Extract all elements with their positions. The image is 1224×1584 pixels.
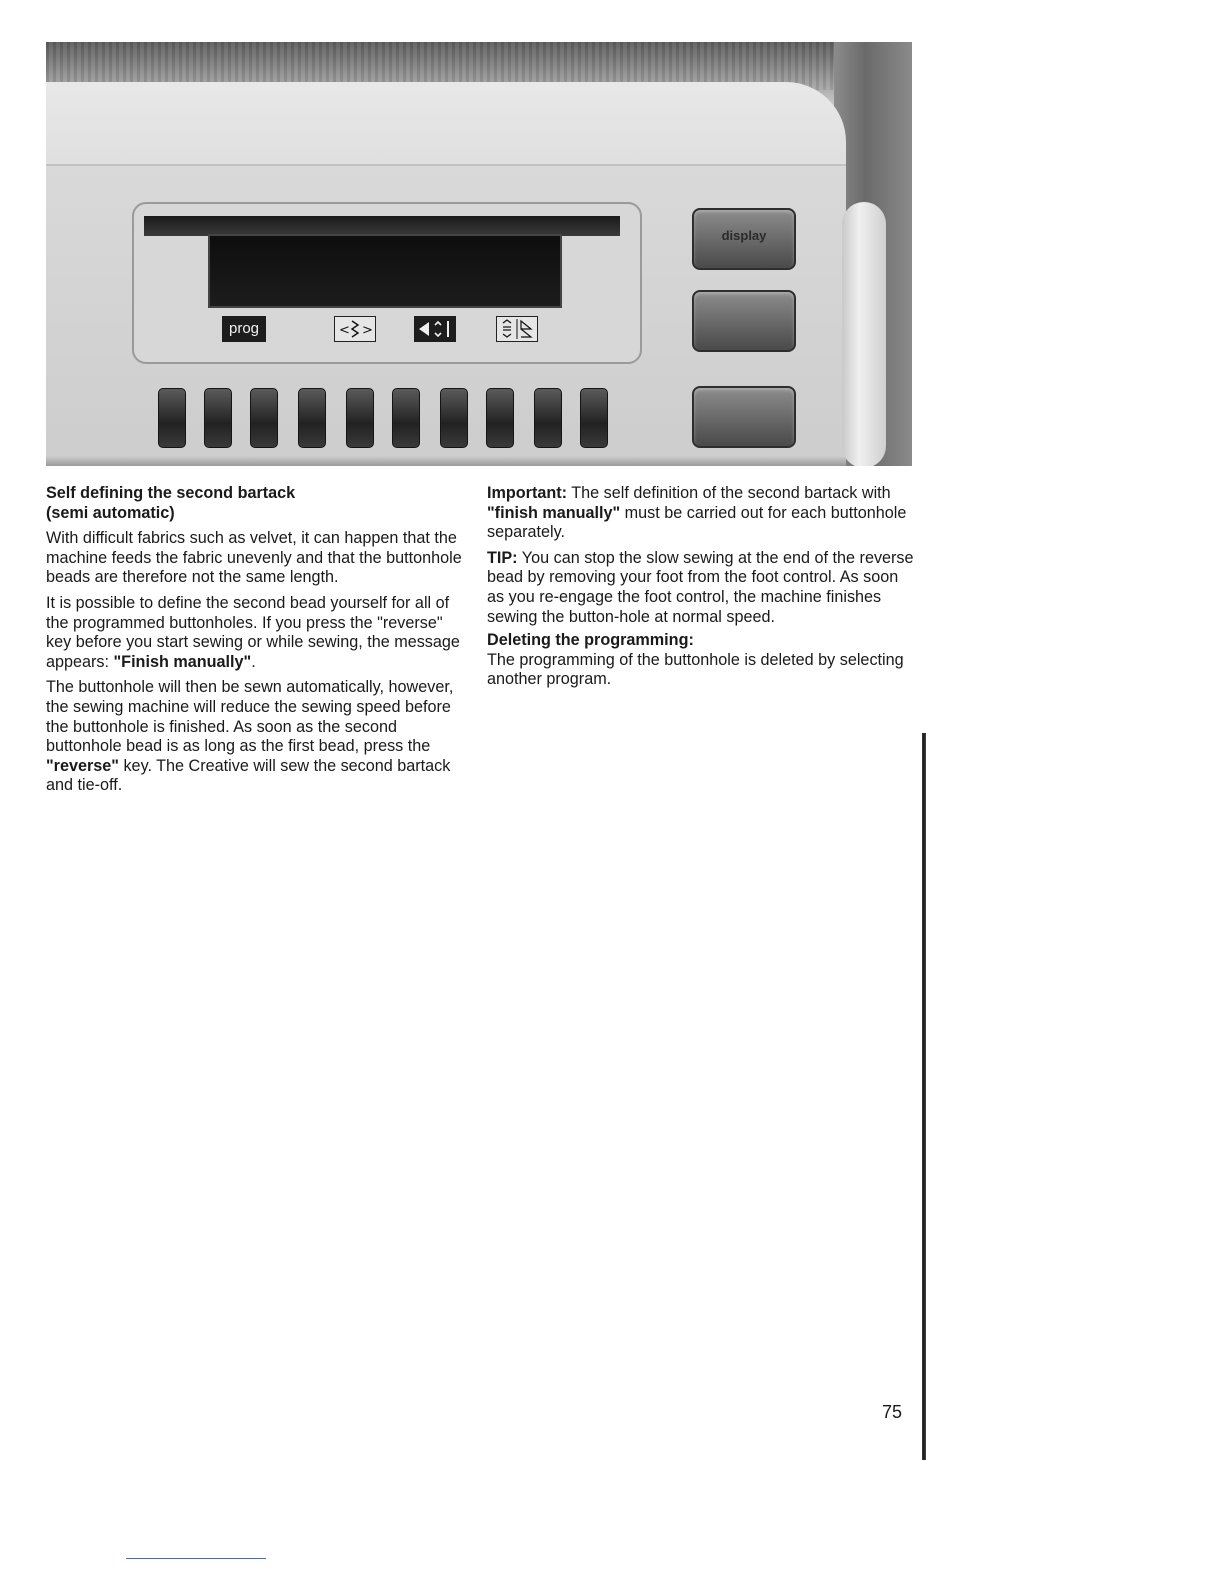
- panel-top-strip: [144, 216, 620, 236]
- front-key: [250, 388, 278, 448]
- front-key: [204, 388, 232, 448]
- handwheel: [842, 202, 886, 466]
- front-key: [298, 388, 326, 448]
- paragraph-3-end: key. The Creative will sew the second bartack and tie-off.: [46, 756, 451, 795]
- paragraph-3-text: The buttonhole will then be sewn automatically, however, the sewing machine will reduce the sewing speed before the buttonhole is finished. As soon as the second buttonhole bead is as long as the first bead, press the: [46, 678, 454, 756]
- svg-text:<: <: [339, 323, 350, 338]
- side-key-3: [692, 386, 796, 448]
- front-key: [346, 388, 374, 448]
- front-key: [580, 388, 608, 448]
- paragraph-2-text: It is possible to define the second bead yourself for all of the programmed buttonholes. If you press the "reverse" key before you start sewing or while sewing, the message appears:: [46, 593, 460, 671]
- paragraph-2: [46, 594, 466, 672]
- photo-shadow: [46, 456, 846, 466]
- paragraph-1: With difficult fabrics such as velvet, it can happen that the machine feeds the fabric unevenly and that the buttonhole beads are therefore not the same length.: [46, 529, 462, 587]
- important-text-end: must be carried out for each buttonhole separately.: [487, 503, 907, 542]
- heading-line-1: Self defining the second bartack: [46, 484, 296, 502]
- bottom-rule: [126, 1558, 266, 1559]
- important-text: The self definition of the second bartack with: [567, 484, 891, 502]
- deleting-heading: Deleting the programming:: [487, 631, 694, 650]
- display-key-label: display: [721, 228, 767, 243]
- panel-icon-row: [134, 312, 640, 352]
- finish-manually-bold: "Finish manually": [113, 652, 252, 671]
- front-key: [392, 388, 420, 448]
- machine-photo: [46, 42, 912, 466]
- display-panel: [132, 202, 642, 364]
- front-key: [534, 388, 562, 448]
- stitch-width-icon: [334, 316, 376, 342]
- svg-text:>: >: [362, 323, 373, 338]
- reverse-bold: "reverse": [46, 756, 119, 775]
- tip-label: TIP:: [487, 548, 518, 567]
- front-key: [440, 388, 468, 448]
- needle-position-icon: [414, 316, 456, 342]
- paragraph-3: [46, 678, 466, 796]
- tip-text: You can stop the slow sewing at the end of the reverse bead by removing your foot from the foot control. As soon as you re-engage the foot control, the machine finishes sewing the button-hole at normal speed.: [487, 548, 914, 626]
- important-note: [487, 484, 915, 543]
- margin-rule: [922, 733, 926, 1460]
- paragraph-2-end: .: [251, 652, 256, 671]
- side-key-2: [692, 290, 796, 352]
- front-key: [158, 388, 186, 448]
- right-column: [487, 484, 915, 696]
- display-key: [692, 208, 796, 270]
- important-label: Important:: [487, 484, 568, 502]
- section-heading: [46, 484, 466, 523]
- stitch-length-icon: [496, 316, 538, 342]
- prog-icon: prog: [222, 316, 266, 342]
- left-column: [46, 484, 466, 802]
- page-number: 75: [882, 1402, 903, 1422]
- tip-note: [487, 549, 915, 627]
- heading-line-2: (semi automatic): [46, 503, 175, 522]
- lcd-screen: [208, 234, 562, 308]
- deleting-text: The programming of the buttonhole is deleted by selecting another program.: [487, 650, 904, 689]
- finish-manually-bold: "finish manually": [487, 503, 621, 522]
- front-key: [486, 388, 514, 448]
